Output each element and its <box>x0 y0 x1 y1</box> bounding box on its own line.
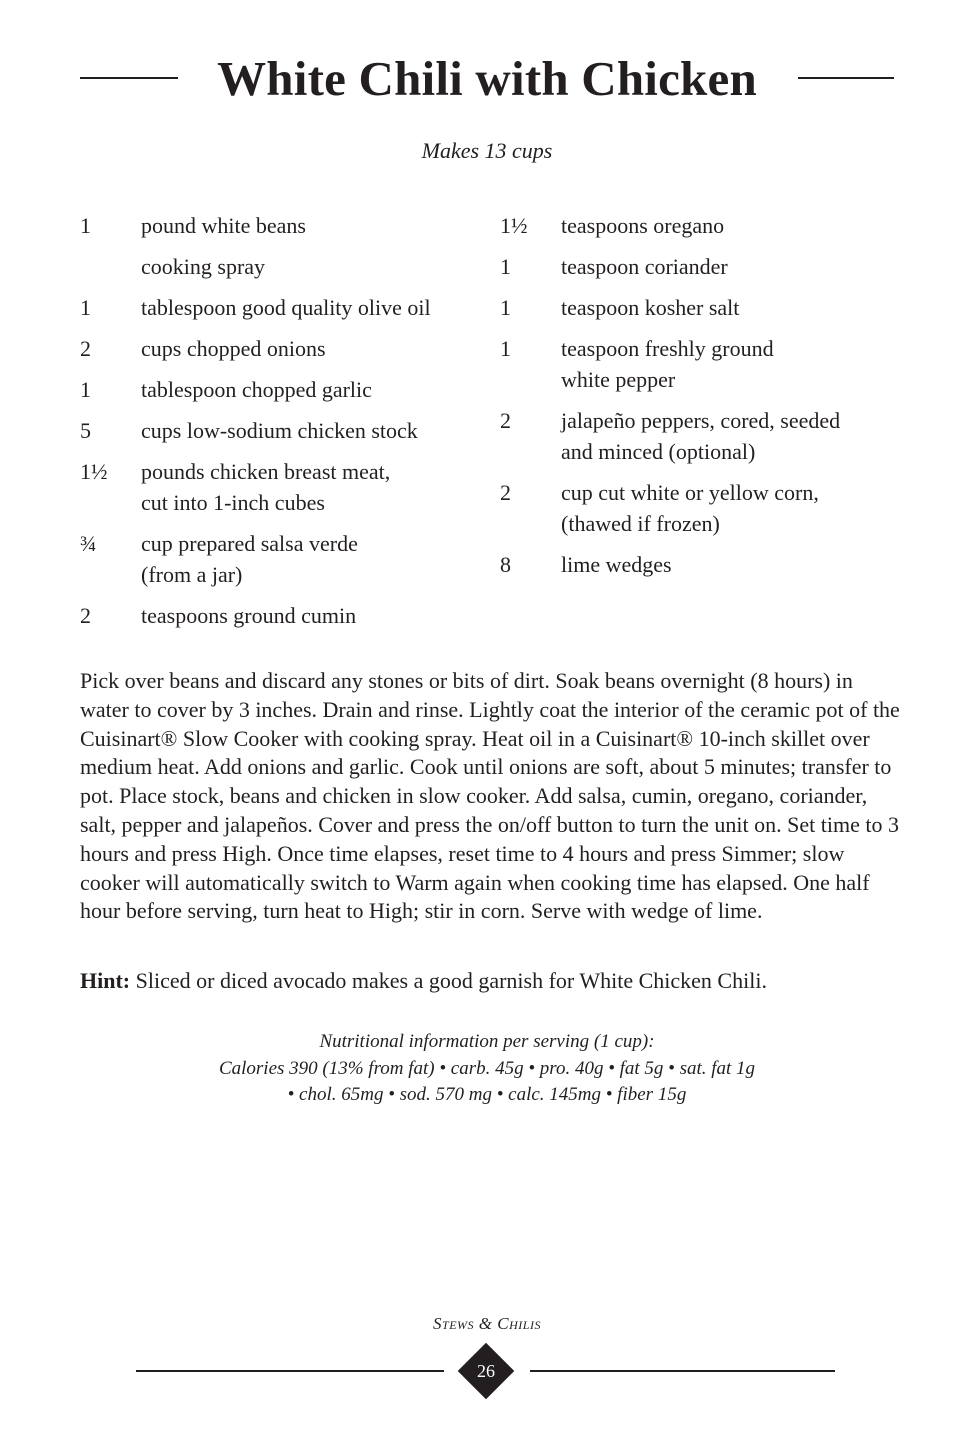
section-name-text: Stews & Chilis <box>433 1314 541 1333</box>
nutrition-info <box>0 1029 954 1109</box>
ingredient-item <box>80 292 480 323</box>
ingredient-item <box>80 251 480 282</box>
ingredient-description: cooking spray <box>141 254 266 279</box>
ingredient-quantity: 5 <box>80 418 91 443</box>
ingredient-quantity <box>80 251 141 282</box>
footer-section-name <box>0 1314 954 1334</box>
ingredients-column-right <box>500 210 900 590</box>
ingredient-quantity: 2 <box>80 603 91 628</box>
ingredient-item <box>500 333 900 395</box>
ingredient-description: tablespoon chopped garlic <box>141 377 372 402</box>
ingredient-description: cup cut white or yellow corn, (thawed if frozen) <box>561 480 819 536</box>
ingredient-item <box>500 210 900 241</box>
ingredient-item <box>80 374 480 405</box>
method-paragraph: Pick over beans and discard any stones or bits of dirt. Soak beans overnight (8 hours) in water to cover by 3 inches. Drain and rinse. Lightly coat the interior of the ceramic pot of the Cuisinart® Slow Cooker with cooking spray. Heat oil in a Cuisinart® 10-inch skillet over medium heat. Add onions and garlic. Cook until onions are soft, about 5 minutes; transfer to pot. Place stock, beans and chicken in slow cooker. Add salsa, cumin, oregano, coriander, salt, pepper and jalapeños. Cover and press the on/off button to turn the unit on. Set time to 3 hours and press High. Once time elapses, reset time to 4 hours and press Simmer; slow cooker will automatically switch to Warm again when cooking time has elapsed. One half hour before serving, turn heat to High; stir in corn. Serve with wedge of lime. <box>80 668 900 924</box>
ingredient-item <box>80 528 480 590</box>
ingredient-description: teaspoons oregano <box>561 213 725 238</box>
ingredient-description: teaspoon kosher salt <box>561 295 740 320</box>
ingredient-quantity: 1 <box>500 254 511 279</box>
ingredient-quantity: 1½ <box>80 459 108 484</box>
title-row <box>80 44 894 114</box>
ingredient-item <box>80 333 480 364</box>
ingredient-description: cups low-sodium chicken stock <box>141 418 418 443</box>
ingredient-description: pound white beans <box>141 213 306 238</box>
ingredient-description: lime wedges <box>561 552 672 577</box>
ingredient-description: teaspoon coriander <box>561 254 728 279</box>
ingredient-quantity: 1 <box>500 295 511 320</box>
ingredient-item <box>500 405 900 467</box>
ingredient-item <box>80 415 480 446</box>
nutrition-line: Calories 390 (13% from fat) • carb. 45g • pro. 40g • fat 5g • sat. fat 1g <box>218 1057 756 1079</box>
hint-label: Hint: <box>80 968 131 993</box>
ingredient-quantity: 1½ <box>500 213 528 238</box>
ingredient-quantity: 2 <box>500 480 511 505</box>
ingredient-item <box>500 292 900 323</box>
recipe-yield: Makes 13 cups <box>421 138 553 163</box>
ingredient-item <box>80 210 480 241</box>
ingredient-item <box>500 549 900 580</box>
ingredient-description: tablespoon good quality olive oil <box>141 295 431 320</box>
hint-paragraph <box>80 966 900 996</box>
ingredient-quantity: ¾ <box>80 531 97 556</box>
ingredient-description: teaspoons ground cumin <box>141 603 357 628</box>
ingredient-description: pounds chicken breast meat, cut into 1-inch cubes <box>141 459 391 515</box>
footer-rule-right <box>530 1370 835 1372</box>
recipe-title: White Chili with Chicken <box>217 51 757 106</box>
title-rule-left <box>80 77 178 79</box>
nutrition-line: • chol. 65mg • sod. 570 mg • calc. 145mg • fiber 15g <box>287 1084 687 1105</box>
title-rule-right <box>798 77 894 79</box>
ingredient-quantity: 2 <box>500 408 511 433</box>
ingredient-description: teaspoon freshly ground white pepper <box>561 336 774 392</box>
ingredients-column-left <box>80 210 480 641</box>
ingredient-quantity: 8 <box>500 552 511 577</box>
ingredient-description: cup prepared salsa verde (from a jar) <box>141 531 358 587</box>
ingredient-item <box>500 251 900 282</box>
ingredient-quantity: 2 <box>80 336 91 361</box>
ingredient-quantity: 1 <box>80 295 91 320</box>
ingredient-item <box>80 456 480 518</box>
nutrition-heading: Nutritional information per serving (1 cup): <box>319 1031 655 1052</box>
ingredient-quantity: 1 <box>80 377 91 402</box>
footer-rule-left <box>136 1370 444 1372</box>
ingredient-quantity: 1 <box>80 213 91 238</box>
ingredient-item <box>500 477 900 539</box>
ingredient-quantity: 1 <box>500 336 511 361</box>
hint-text: Sliced or diced avocado makes a good garnish for White Chicken Chili. <box>135 968 767 993</box>
page-number: 26 <box>477 1361 495 1381</box>
ingredient-description: jalapeño peppers, cored, seeded and minced (optional) <box>561 408 841 464</box>
ingredient-description: cups chopped onions <box>141 336 326 361</box>
ingredient-item <box>80 600 480 631</box>
